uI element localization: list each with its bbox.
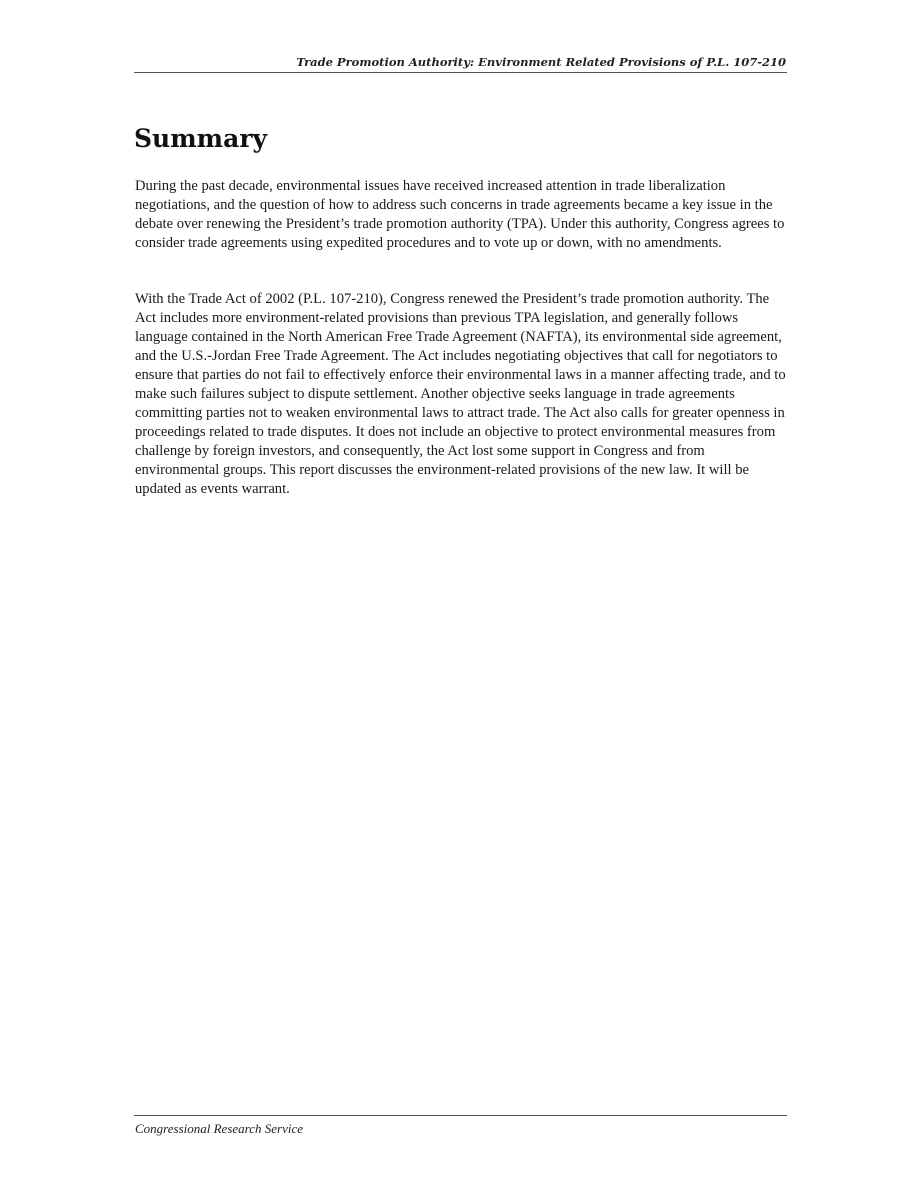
running-header: Trade Promotion Authority: Environment Related Provisions of P.L. 107-210	[296, 55, 786, 69]
summary-paragraph-1: During the past decade, environmental issues have received increased attention in trade liberalization negotiations, and the question of how to address such concerns in trade agreements became a key issue in the debate over renewing the President’s trade promotion authority (TPA). Under this authority, Congress agrees to consider trade agreements using expedited procedures and to vote up or down, with no amendments.	[135, 178, 785, 251]
footer-divider	[134, 1115, 787, 1116]
section-title: Summary	[134, 124, 268, 153]
summary-paragraph-2: With the Trade Act of 2002 (P.L. 107-210), Congress renewed the President’s trade promotion authority. The Act includes more environment-related provisions than previous TPA legislation, and generally follows language contained in the North American Free Trade Agreement (NAFTA), its environmental side agreement, and the U.S.-Jordan Free Trade Agreement. The Act includes negotiating objectives that call for negotiators to ensure that parties do not fail to effectively enforce their environmental laws in a manner affecting trade, and to make such failures subject to dispute settlement. Another objective seeks language in trade agreements committing parties not to weaken environmental laws to attract trade. The Act also calls for greater openness in proceedings related to trade disputes. It does not include an objective to protect environmental measures from challenge by foreign investors, and consequently, the Act lost some support in Congress and from environmental groups. This report discusses the environment-related provisions of the new law. It will be updated as events warrant.	[135, 291, 786, 497]
header-divider	[134, 72, 787, 73]
running-footer: Congressional Research Service	[135, 1121, 303, 1136]
